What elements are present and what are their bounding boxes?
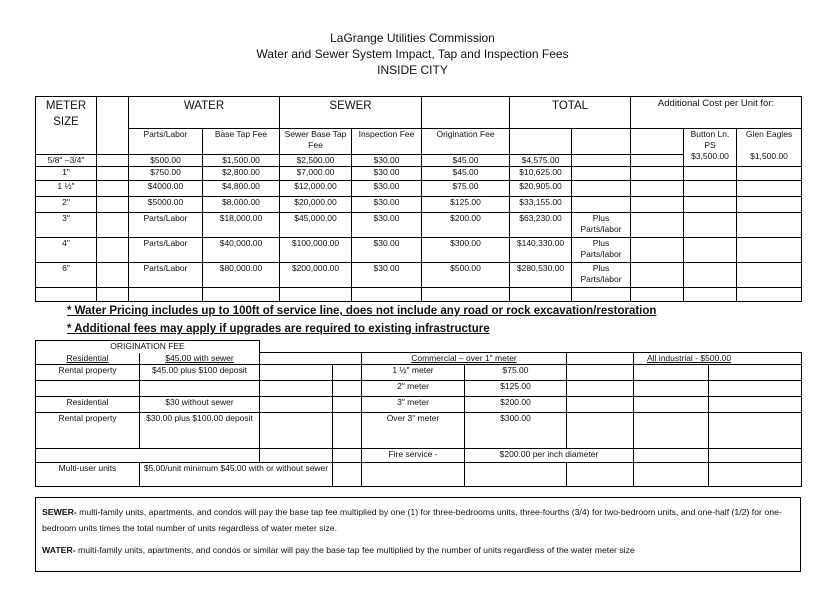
total-cell: $63,230.00 — [510, 213, 572, 238]
parts-cell: Parts/Labor — [129, 238, 203, 263]
orig-cell: $500.00 — [422, 263, 510, 288]
org-title: LaGrange Utilities Commission — [330, 31, 495, 45]
orig-cell: $125.00 — [422, 197, 510, 213]
sewer-cell: $200,000.00 — [280, 263, 352, 288]
parts-cell: $5000.00 — [129, 197, 203, 213]
plus-parts-cell: Plus Parts/labor — [572, 213, 631, 238]
base-cell: $2,800.00 — [203, 167, 280, 181]
water-text: multi-family units, apartments, and condos or similar will pay the base tap fee multiplied by the number of units regardless of the water meter size — [75, 545, 635, 555]
blank-cell — [572, 129, 631, 155]
total-cell: $20,905.00 — [510, 181, 572, 197]
meter-label: 2" meter — [362, 381, 465, 397]
table-row — [36, 288, 802, 302]
origination-title: ORIGINATION FEE — [36, 341, 260, 353]
meter-fee: $300.00 — [465, 413, 567, 449]
orig-cell: $75.00 — [422, 181, 510, 197]
insp-cell: $30.00 — [352, 181, 422, 197]
parts-cell: Parts/Labor — [129, 213, 203, 238]
plus-parts-cell: Plus Parts/labor — [572, 263, 631, 288]
total-cell: $10,625.00 — [510, 167, 572, 181]
meter-fee: $125.00 — [465, 381, 567, 397]
parts-cell: $750.00 — [129, 167, 203, 181]
sewer-cell: $20,000.00 — [280, 197, 352, 213]
meter-fee: $75.00 — [465, 365, 567, 381]
insp-cell: $30.00 — [352, 263, 422, 288]
orig-cell: $200.00 — [422, 213, 510, 238]
origination-header: Origination Fee — [422, 129, 510, 155]
water-header: WATER — [129, 97, 280, 129]
residential-fee: $30 without sewer — [140, 397, 260, 413]
sewer-text: multi-family units, apartments, and condos will pay the base tap fee multiplied by one (1) for three-bedrooms units, three-fourths (3/4) for two-bedroom units, and one-half (1/2) for one-bedroom units times the total number of units regardless of water meter size. — [42, 507, 782, 533]
parts-cell: Parts/Labor — [129, 263, 203, 288]
additional-fees-note: * Additional fees may apply if upgrades are required to existing infrastructure — [67, 323, 490, 335]
sewer-cell: $2,500.00 — [280, 155, 352, 167]
button-ln-cost: $3,500.00 — [691, 151, 729, 161]
insp-cell: $30.00 — [352, 155, 422, 167]
residential-fee: $45.00 with sewer — [140, 353, 260, 365]
multi-user-fee: $5.00/unit minimum $45.00 with or without sewer — [140, 463, 333, 487]
water-pricing-note: * Water Pricing includes up to 100ft of service line, does not include any road or rock excavation/restoration — [67, 305, 657, 317]
insp-cell: $30.00 — [352, 213, 422, 238]
sewer-cell: $7,000.00 — [280, 167, 352, 181]
parts-labor-header: Parts/Labor — [129, 129, 203, 155]
sewer-cell: $12,000.00 — [280, 181, 352, 197]
table-row — [36, 213, 802, 238]
meter-label: Over 3" meter — [362, 413, 465, 449]
size-cell: 6" — [36, 263, 97, 288]
glen-eagles-header: Glen Eagles $1,500.00 — [737, 129, 802, 167]
water-note — [42, 542, 794, 558]
origination-table — [35, 340, 802, 487]
size-cell: 2" — [36, 197, 97, 213]
base-tap-header: Base Tap Fee — [203, 129, 280, 155]
table-row — [36, 167, 802, 181]
table-row — [36, 197, 802, 213]
meter-label: 1 ½" meter — [362, 365, 465, 381]
water-lead: WATER- — [42, 545, 76, 555]
size-cell: 4" — [36, 238, 97, 263]
footer-notes — [35, 497, 801, 572]
insp-cell: $30.00 — [352, 197, 422, 213]
base-cell: $18,000.00 — [203, 213, 280, 238]
base-cell: $40,000.00 — [203, 238, 280, 263]
total-cell: $33,155.00 — [510, 197, 572, 213]
fire-service-label: Fire service - — [362, 449, 465, 463]
sewer-lead: SEWER- — [42, 507, 77, 517]
button-ln-header: Button Ln. PS $3,500.00 — [684, 129, 737, 167]
blank-cell — [422, 97, 510, 129]
orig-cell: $45.00 — [422, 167, 510, 181]
orig-cell: $45.00 — [422, 155, 510, 167]
meter-size-header: METER SIZE — [36, 97, 97, 155]
table-row — [36, 181, 802, 197]
plus-parts-cell: Plus Parts/labor — [572, 238, 631, 263]
rental-fee: $30.00 plus $100.00 deposit — [140, 413, 260, 449]
commercial-header: Commercial – over 1" meter — [362, 353, 567, 365]
additional-header: Additional Cost per Unit for: — [631, 97, 802, 129]
sewer-cell: $100,000.00 — [280, 238, 352, 263]
insp-cell: $30.00 — [352, 167, 422, 181]
blank-cell — [631, 129, 684, 155]
fire-service-fee: $200.00 per inch diameter — [465, 449, 634, 463]
doc-subtitle: Water and Sewer System Impact, Tap and Inspection Fees — [256, 47, 569, 61]
size-cell: 1 ½" — [36, 181, 97, 197]
size-cell: 1" — [36, 167, 97, 181]
total-cell: $4,575.00 — [510, 155, 572, 167]
total-header: TOTAL — [510, 97, 631, 129]
residential-label: Residential — [36, 397, 140, 413]
fee-table — [35, 96, 802, 302]
base-cell: $80,000.00 — [203, 263, 280, 288]
blank-cell — [97, 97, 129, 155]
sewer-header: SEWER — [280, 97, 422, 129]
glen-eagles-cost: $1,500.00 — [750, 151, 788, 161]
table-row — [36, 263, 802, 288]
sewer-base-tap-header: Sewer Base Tap Fee — [280, 129, 352, 155]
size-cell: 5/8" –3/4" — [36, 155, 97, 167]
industrial-label: All industrial - $500.00 — [634, 353, 802, 365]
sewer-note — [42, 504, 794, 536]
base-cell: $4,800.00 — [203, 181, 280, 197]
base-cell: $1,500.00 — [203, 155, 280, 167]
parts-cell: $500.00 — [129, 155, 203, 167]
blank-cell — [510, 129, 572, 155]
rental-label: Rental property — [36, 365, 140, 381]
meter-label: 3" meter — [362, 397, 465, 413]
multi-user-label: Multi-user units — [36, 463, 140, 487]
total-cell: $140,330.00 — [510, 238, 572, 263]
sewer-cell: $45,000.00 — [280, 213, 352, 238]
residential-label: Residential — [36, 353, 140, 365]
rental-fee: $45.00 plus $100 deposit — [140, 365, 260, 381]
parts-cell: $4000.00 — [129, 181, 203, 197]
meter-fee: $200.00 — [465, 397, 567, 413]
inspection-header: Inspection Fee — [352, 129, 422, 155]
base-cell: $8,000.00 — [203, 197, 280, 213]
orig-cell: $300.00 — [422, 238, 510, 263]
total-cell: $280,530.00 — [510, 263, 572, 288]
size-cell: 3" — [36, 213, 97, 238]
scope-label: INSIDE CITY — [377, 63, 448, 77]
insp-cell: $30.00 — [352, 238, 422, 263]
table-row — [36, 238, 802, 263]
rental-label: Rental property — [36, 413, 140, 449]
